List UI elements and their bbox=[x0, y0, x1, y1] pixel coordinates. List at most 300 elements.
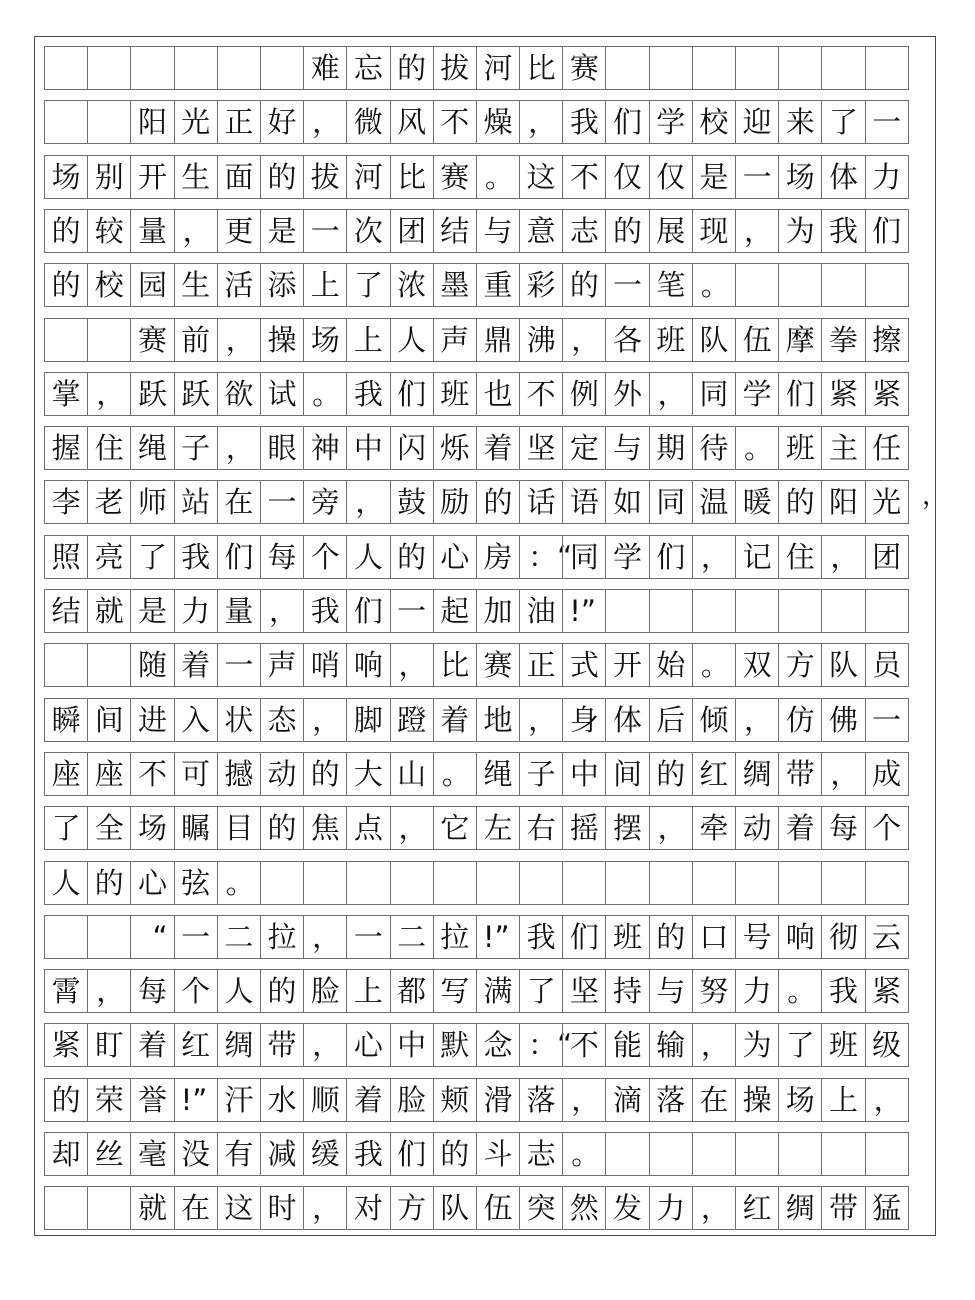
text-char: 方 bbox=[778, 643, 822, 687]
text-char: 队 bbox=[821, 643, 865, 687]
text-char: 牵 bbox=[692, 806, 736, 850]
text-char: 班 bbox=[649, 318, 693, 362]
text-char: 每 bbox=[821, 806, 865, 850]
text-char: 记 bbox=[735, 535, 779, 579]
text-char: 别 bbox=[87, 155, 131, 199]
text-row bbox=[44, 426, 928, 470]
title-row bbox=[44, 46, 928, 90]
empty-cell bbox=[87, 46, 131, 90]
text-char: 个 bbox=[303, 535, 347, 579]
text-char: 与 bbox=[649, 969, 693, 1013]
text-row bbox=[44, 589, 928, 633]
text-char: 欲 bbox=[217, 372, 261, 416]
text-char: ， bbox=[390, 643, 434, 687]
text-char: 墨 bbox=[433, 263, 477, 307]
text-char: 沸 bbox=[519, 318, 563, 362]
text-char: 斗 bbox=[476, 1132, 520, 1176]
text-char: 目 bbox=[217, 806, 261, 850]
text-char: 赛 bbox=[130, 318, 174, 362]
text-char: 心 bbox=[130, 861, 174, 905]
empty-cell bbox=[605, 46, 649, 90]
text-char: 一 bbox=[390, 589, 434, 633]
text-char: 荣 bbox=[87, 1078, 131, 1122]
text-char: ：“ bbox=[519, 535, 563, 579]
text-char: 话 bbox=[519, 480, 563, 524]
text-char: 如 bbox=[605, 480, 649, 524]
text-char: 同 bbox=[692, 372, 736, 416]
text-char: 双 bbox=[735, 643, 779, 687]
text-char: 主 bbox=[821, 426, 865, 470]
title-char: 拔 bbox=[433, 46, 477, 90]
text-char: 团 bbox=[865, 535, 909, 579]
text-char: 彩 bbox=[519, 263, 563, 307]
text-char: 力 bbox=[174, 589, 218, 633]
text-char: 燥 bbox=[476, 100, 520, 144]
text-char: 是 bbox=[260, 209, 304, 253]
text-char: ， bbox=[735, 209, 779, 253]
text-char: 。 bbox=[433, 752, 477, 796]
empty-cell bbox=[821, 263, 865, 307]
text-char: 我 bbox=[519, 915, 563, 959]
text-char: 哨 bbox=[303, 643, 347, 687]
text-char: 有 bbox=[217, 1132, 261, 1176]
text-char: 与 bbox=[476, 209, 520, 253]
text-char: 对 bbox=[346, 1186, 390, 1230]
text-char: 一 bbox=[865, 698, 909, 742]
text-char: 结 bbox=[44, 589, 88, 633]
text-char: ， bbox=[562, 318, 606, 362]
text-char: 光 bbox=[174, 100, 218, 144]
empty-cell bbox=[821, 589, 865, 633]
text-char: 们 bbox=[346, 589, 390, 633]
text-char: 量 bbox=[217, 589, 261, 633]
text-char: 班 bbox=[605, 915, 649, 959]
text-char: 待 bbox=[692, 426, 736, 470]
text-char: ， bbox=[174, 209, 218, 253]
text-char: 任 bbox=[865, 426, 909, 470]
text-char: 的 bbox=[390, 535, 434, 579]
text-row bbox=[44, 372, 928, 416]
text-char: 生 bbox=[174, 155, 218, 199]
text-char: 人 bbox=[217, 969, 261, 1013]
text-char: 伍 bbox=[476, 1186, 520, 1230]
text-char: 眼 bbox=[260, 426, 304, 470]
text-char: 可 bbox=[174, 752, 218, 796]
text-char: 身 bbox=[562, 698, 606, 742]
text-char: 。 bbox=[562, 1132, 606, 1176]
text-char: 拔 bbox=[303, 155, 347, 199]
empty-cell bbox=[865, 1132, 909, 1176]
empty-cell bbox=[476, 861, 520, 905]
text-char: !” bbox=[476, 915, 520, 959]
text-char: 场 bbox=[130, 806, 174, 850]
empty-cell bbox=[865, 263, 909, 307]
text-char: 了 bbox=[519, 969, 563, 1013]
text-char: 旁 bbox=[303, 480, 347, 524]
title-char: 河 bbox=[476, 46, 520, 90]
text-char: 绳 bbox=[476, 752, 520, 796]
text-char: 响 bbox=[346, 643, 390, 687]
empty-cell bbox=[735, 46, 779, 90]
text-char: 落 bbox=[519, 1078, 563, 1122]
text-char: 同 bbox=[649, 480, 693, 524]
text-char: 场 bbox=[778, 1078, 822, 1122]
text-char: 水 bbox=[260, 1078, 304, 1122]
text-char: ， bbox=[562, 1078, 606, 1122]
empty-cell bbox=[778, 46, 822, 90]
text-char: 比 bbox=[433, 643, 477, 687]
text-row bbox=[44, 1132, 928, 1176]
text-char: 紧 bbox=[865, 372, 909, 416]
empty-cell bbox=[821, 861, 865, 905]
text-char: 摇 bbox=[562, 806, 606, 850]
text-char: 人 bbox=[346, 535, 390, 579]
text-char: 带 bbox=[821, 1186, 865, 1230]
text-char: 的 bbox=[649, 915, 693, 959]
text-char: 力 bbox=[735, 969, 779, 1013]
text-char: 活 bbox=[217, 263, 261, 307]
text-row bbox=[44, 969, 928, 1013]
text-char: 场 bbox=[303, 318, 347, 362]
text-char: 为 bbox=[735, 1023, 779, 1067]
text-char: 它 bbox=[433, 806, 477, 850]
text-row bbox=[44, 1023, 928, 1067]
text-char: 摩 bbox=[778, 318, 822, 362]
text-char: 不 bbox=[130, 752, 174, 796]
text-char: 我 bbox=[821, 209, 865, 253]
text-char: 李 bbox=[44, 480, 88, 524]
text-char: 体 bbox=[821, 155, 865, 199]
empty-cell bbox=[562, 861, 606, 905]
empty-cell bbox=[778, 1132, 822, 1176]
empty-cell bbox=[778, 263, 822, 307]
text-char: 赛 bbox=[476, 643, 520, 687]
text-char: 加 bbox=[476, 589, 520, 633]
text-char: 了 bbox=[821, 100, 865, 144]
text-char: 力 bbox=[865, 155, 909, 199]
text-char: 重 bbox=[476, 263, 520, 307]
empty-cell bbox=[44, 100, 88, 144]
text-char: 绸 bbox=[735, 752, 779, 796]
text-char: 。 bbox=[692, 643, 736, 687]
text-char: 红 bbox=[735, 1186, 779, 1230]
text-char: 操 bbox=[735, 1078, 779, 1122]
text-char: 动 bbox=[735, 806, 779, 850]
text-char: 的 bbox=[605, 209, 649, 253]
text-char: 倾 bbox=[692, 698, 736, 742]
text-char: 不 bbox=[562, 155, 606, 199]
text-char: !” bbox=[562, 589, 606, 633]
text-char: 的 bbox=[303, 752, 347, 796]
text-char: 们 bbox=[390, 372, 434, 416]
text-char: 上 bbox=[346, 969, 390, 1013]
text-char: ：“ bbox=[519, 1023, 563, 1067]
text-char: 开 bbox=[130, 155, 174, 199]
text-char: 神 bbox=[303, 426, 347, 470]
text-char: 中 bbox=[346, 426, 390, 470]
text-char: ， bbox=[519, 100, 563, 144]
empty-cell bbox=[605, 589, 649, 633]
text-char: 团 bbox=[390, 209, 434, 253]
text-char: ， bbox=[346, 480, 390, 524]
text-char: 面 bbox=[217, 155, 261, 199]
text-char: 的 bbox=[44, 263, 88, 307]
text-char: 跃 bbox=[130, 372, 174, 416]
text-char: 瞩 bbox=[174, 806, 218, 850]
text-char: 微 bbox=[346, 100, 390, 144]
text-char: 语 bbox=[562, 480, 606, 524]
text-row bbox=[44, 698, 928, 742]
text-char: 也 bbox=[476, 372, 520, 416]
text-char: 了 bbox=[346, 263, 390, 307]
text-char: 学 bbox=[649, 100, 693, 144]
text-char: 个 bbox=[865, 806, 909, 850]
text-char: 们 bbox=[562, 915, 606, 959]
text-char: 彻 bbox=[821, 915, 865, 959]
text-char: 们 bbox=[865, 209, 909, 253]
text-char: 较 bbox=[87, 209, 131, 253]
text-char: 是 bbox=[130, 589, 174, 633]
empty-cell bbox=[778, 589, 822, 633]
text-char: 不 bbox=[562, 1023, 606, 1067]
text-char: 笔 bbox=[649, 263, 693, 307]
empty-cell bbox=[174, 46, 218, 90]
text-char: 式 bbox=[562, 643, 606, 687]
text-char: 场 bbox=[44, 155, 88, 199]
text-char: 志 bbox=[519, 1132, 563, 1176]
text-row bbox=[44, 535, 928, 579]
text-char: 是 bbox=[692, 155, 736, 199]
text-char: 前 bbox=[174, 318, 218, 362]
empty-cell bbox=[87, 318, 131, 362]
empty-cell bbox=[735, 1132, 779, 1176]
text-char: 仅 bbox=[605, 155, 649, 199]
text-char: 佛 bbox=[821, 698, 865, 742]
text-char: 弦 bbox=[174, 861, 218, 905]
text-char: 人 bbox=[44, 861, 88, 905]
text-row bbox=[44, 752, 928, 796]
text-char: 赛 bbox=[433, 155, 477, 199]
empty-cell bbox=[87, 100, 131, 144]
empty-cell bbox=[519, 861, 563, 905]
text-char: 仿 bbox=[778, 698, 822, 742]
text-char: 脚 bbox=[346, 698, 390, 742]
text-char: ， bbox=[303, 698, 347, 742]
empty-cell bbox=[44, 643, 88, 687]
text-char: 座 bbox=[44, 752, 88, 796]
text-char: 带 bbox=[778, 752, 822, 796]
text-char: 住 bbox=[778, 535, 822, 579]
text-char: 了 bbox=[130, 535, 174, 579]
empty-cell bbox=[692, 1132, 736, 1176]
text-char: 鼓 bbox=[390, 480, 434, 524]
title-char: 的 bbox=[390, 46, 434, 90]
text-char: 掌 bbox=[44, 372, 88, 416]
empty-cell bbox=[217, 46, 261, 90]
text-row bbox=[44, 155, 928, 199]
text-char: 。 bbox=[303, 372, 347, 416]
text-char: ， bbox=[303, 100, 347, 144]
text-char: ， bbox=[87, 969, 131, 1013]
text-char: 后 bbox=[649, 698, 693, 742]
text-char: ， bbox=[692, 535, 736, 579]
text-char: 满 bbox=[476, 969, 520, 1013]
text-char: ， bbox=[217, 318, 261, 362]
text-char: 鼎 bbox=[476, 318, 520, 362]
text-char: 人 bbox=[390, 318, 434, 362]
text-char: 了 bbox=[44, 806, 88, 850]
text-char: 缓 bbox=[303, 1132, 347, 1176]
text-char: 为 bbox=[778, 209, 822, 253]
text-char: 顺 bbox=[303, 1078, 347, 1122]
text-char: 们 bbox=[217, 535, 261, 579]
text-char: ， bbox=[519, 698, 563, 742]
text-char: 瞬 bbox=[44, 698, 88, 742]
text-char: 在 bbox=[217, 480, 261, 524]
text-char: ， bbox=[821, 535, 865, 579]
text-char: 却 bbox=[44, 1132, 88, 1176]
text-char: 的 bbox=[260, 155, 304, 199]
text-char: 住 bbox=[87, 426, 131, 470]
text-char: 一 bbox=[260, 480, 304, 524]
text-char: 各 bbox=[605, 318, 649, 362]
text-char: 中 bbox=[562, 752, 606, 796]
text-char: 在 bbox=[692, 1078, 736, 1122]
text-char: 着 bbox=[174, 643, 218, 687]
text-char: 减 bbox=[260, 1132, 304, 1176]
text-char: 始 bbox=[649, 643, 693, 687]
text-char: 时 bbox=[260, 1186, 304, 1230]
text-char: 猛 bbox=[865, 1186, 909, 1230]
text-char: 点 bbox=[346, 806, 390, 850]
text-char: 更 bbox=[217, 209, 261, 253]
text-char: 学 bbox=[735, 372, 779, 416]
text-row bbox=[44, 318, 928, 362]
text-char: 我 bbox=[821, 969, 865, 1013]
text-char: 红 bbox=[174, 1023, 218, 1067]
text-char: 着 bbox=[433, 698, 477, 742]
text-char: 能 bbox=[605, 1023, 649, 1067]
text-char: 带 bbox=[260, 1023, 304, 1067]
text-char: 外 bbox=[605, 372, 649, 416]
text-char: 伍 bbox=[735, 318, 779, 362]
text-char: 输 bbox=[649, 1023, 693, 1067]
text-char: 了 bbox=[778, 1023, 822, 1067]
text-char: 油 bbox=[519, 589, 563, 633]
text-char: 擦 bbox=[865, 318, 909, 362]
text-char: 的 bbox=[44, 209, 88, 253]
text-char: 一 bbox=[174, 915, 218, 959]
text-char: 好 bbox=[260, 100, 304, 144]
text-char: 中 bbox=[390, 1023, 434, 1067]
text-char: 开 bbox=[605, 643, 649, 687]
text-row bbox=[44, 263, 928, 307]
text-char: 正 bbox=[519, 643, 563, 687]
text-char: ， bbox=[692, 1186, 736, 1230]
text-char: 来 bbox=[778, 100, 822, 144]
empty-cell bbox=[821, 1132, 865, 1176]
text-char: 着 bbox=[130, 1023, 174, 1067]
text-char: 班 bbox=[778, 426, 822, 470]
text-char: 学 bbox=[605, 535, 649, 579]
text-char: 们 bbox=[605, 100, 649, 144]
text-char: 的 bbox=[433, 1132, 477, 1176]
text-char: 云 bbox=[865, 915, 909, 959]
empty-cell bbox=[865, 46, 909, 90]
text-char: 我 bbox=[303, 589, 347, 633]
text-char: 一 bbox=[735, 155, 779, 199]
text-char: ， bbox=[692, 1023, 736, 1067]
empty-cell bbox=[649, 46, 693, 90]
text-row bbox=[44, 100, 928, 144]
text-char: 的 bbox=[260, 806, 304, 850]
text-row bbox=[44, 643, 928, 687]
text-char: 员 bbox=[865, 643, 909, 687]
text-char: 全 bbox=[87, 806, 131, 850]
text-char: 风 bbox=[390, 100, 434, 144]
empty-cell bbox=[433, 861, 477, 905]
text-char: 紧 bbox=[821, 372, 865, 416]
text-char: 定 bbox=[562, 426, 606, 470]
text-char: 的 bbox=[44, 1078, 88, 1122]
text-char: ， bbox=[735, 698, 779, 742]
text-char: 。 bbox=[735, 426, 779, 470]
text-char: 子 bbox=[519, 752, 563, 796]
text-char: 写 bbox=[433, 969, 477, 1013]
text-char: 在 bbox=[174, 1186, 218, 1230]
text-char: 地 bbox=[476, 698, 520, 742]
text-char: 努 bbox=[692, 969, 736, 1013]
text-char: 红 bbox=[692, 752, 736, 796]
text-char: 比 bbox=[390, 155, 434, 199]
empty-cell bbox=[130, 46, 174, 90]
text-char: 颊 bbox=[433, 1078, 477, 1122]
text-char: 班 bbox=[821, 1023, 865, 1067]
text-char: 们 bbox=[649, 535, 693, 579]
text-char: 期 bbox=[649, 426, 693, 470]
text-char: 不 bbox=[433, 100, 477, 144]
empty-cell bbox=[44, 46, 88, 90]
text-char: 次 bbox=[346, 209, 390, 253]
empty-cell bbox=[605, 861, 649, 905]
text-char: 园 bbox=[130, 263, 174, 307]
text-char: 现 bbox=[692, 209, 736, 253]
text-char: ， bbox=[821, 752, 865, 796]
text-char: 亮 bbox=[87, 535, 131, 579]
text-char: 我 bbox=[346, 1132, 390, 1176]
text-char: 闪 bbox=[390, 426, 434, 470]
text-char: 房 bbox=[476, 535, 520, 579]
text-char: ， bbox=[260, 589, 304, 633]
text-char: 间 bbox=[605, 752, 649, 796]
text-char: 力 bbox=[649, 1186, 693, 1230]
text-char: 紧 bbox=[44, 1023, 88, 1067]
overflow-comma: ， bbox=[922, 481, 949, 511]
text-char: 着 bbox=[778, 806, 822, 850]
empty-cell bbox=[87, 643, 131, 687]
empty-cell bbox=[778, 861, 822, 905]
text-char: ， bbox=[87, 372, 131, 416]
text-char: 右 bbox=[519, 806, 563, 850]
text-char: 这 bbox=[519, 155, 563, 199]
text-row bbox=[44, 209, 928, 253]
text-char: 一 bbox=[303, 209, 347, 253]
text-char: 们 bbox=[390, 1132, 434, 1176]
text-char: 结 bbox=[433, 209, 477, 253]
empty-cell bbox=[260, 46, 304, 90]
text-row bbox=[44, 1186, 928, 1230]
text-char: 方 bbox=[390, 1186, 434, 1230]
